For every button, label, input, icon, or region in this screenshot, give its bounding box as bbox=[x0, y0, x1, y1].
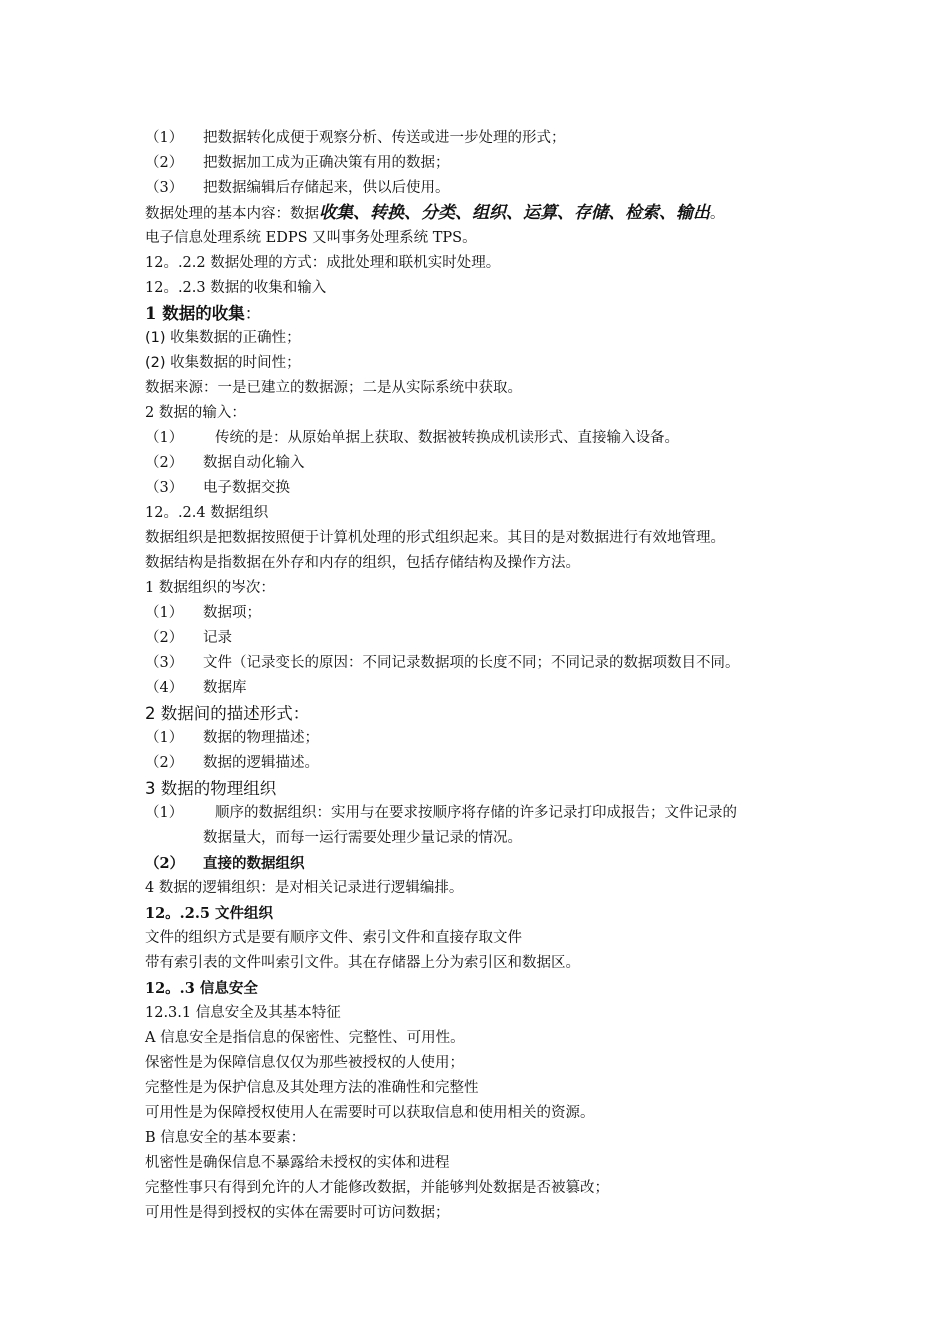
section-heading: 12。.3 信息安全 bbox=[145, 980, 258, 997]
paragraph: 可用性是为保障授权使用人在需要时可以获取信息和使用相关的资源。 bbox=[145, 1105, 595, 1121]
list-text: 把数据转化成便于观察分析、传送或进一步处理的形式； bbox=[203, 130, 566, 146]
list-item bbox=[145, 601, 835, 626]
list-item-continuation: 数据量大，而每一运行需要处理少量记录的情况。 bbox=[203, 830, 522, 846]
list-number: （1） bbox=[145, 130, 184, 146]
section-heading: 12。.2.3 数据的收集和输入 bbox=[145, 280, 327, 296]
list-item bbox=[145, 801, 835, 826]
paragraph: 文件的组织方式是要有顺序文件、索引文件和直接存取文件 bbox=[145, 930, 522, 946]
list-item bbox=[145, 126, 835, 151]
text-prefix: 数据处理的基本内容：数据 bbox=[145, 206, 319, 222]
paragraph: 数据组织是把数据按照便于计算机处理的形式组织起来。其目的是对数据进行有效地管理。 bbox=[145, 530, 725, 546]
list-number: （1） bbox=[145, 430, 184, 446]
list-number: （2） bbox=[145, 455, 184, 471]
paragraph: 4 数据的逻辑组织：是对相关记录进行逻辑编排。 bbox=[145, 880, 464, 896]
list-text: 数据的物理描述； bbox=[203, 730, 319, 746]
paragraph: 带有索引表的文件叫索引文件。其在存储器上分为索引区和数据区。 bbox=[145, 955, 580, 971]
list-number: （2） bbox=[145, 630, 184, 646]
list-item bbox=[145, 651, 835, 676]
list-number: （2） bbox=[145, 755, 184, 771]
list-text: 传统的是：从原始单据上获取、数据被转换成机读形式、直接输入设备。 bbox=[215, 430, 679, 446]
paragraph: 数据结构是指数据在外存和内存的组织，包括存储结构及操作方法。 bbox=[145, 555, 580, 571]
list-text: 数据的逻辑描述。 bbox=[203, 755, 319, 771]
paragraph: 数据来源：一是已建立的数据源；二是从实际系统中获取。 bbox=[145, 380, 522, 396]
list-text: 记录 bbox=[203, 630, 232, 646]
list-item bbox=[145, 476, 835, 501]
list-item bbox=[145, 626, 835, 651]
subheading: 2 数据间的描述形式： bbox=[145, 704, 310, 723]
list-number: （1） bbox=[145, 605, 184, 621]
subheading bbox=[145, 301, 835, 326]
list-text: 数据库 bbox=[203, 680, 247, 696]
list-item bbox=[145, 726, 835, 751]
subheading-colon: ： bbox=[244, 304, 262, 323]
document-body bbox=[145, 126, 835, 1226]
list-number: （3） bbox=[145, 180, 184, 196]
section-heading: 12。.2.2 数据处理的方式：成批处理和联机实时处理。 bbox=[145, 255, 501, 271]
subheading: 1 数据组织的岑次： bbox=[145, 580, 275, 596]
list-number: （1） bbox=[145, 730, 184, 746]
text-suffix: 。 bbox=[710, 206, 725, 222]
subheading: 2 数据的输入： bbox=[145, 405, 246, 421]
paragraph: 机密性是确保信息不暴露给未授权的实体和进程 bbox=[145, 1155, 450, 1171]
paragraph: A 信息安全是指信息的保密性、完整性、可用性。 bbox=[145, 1030, 465, 1046]
emphasis-text: 收集、转换、分类、组织、运算、存储、检索、输出 bbox=[319, 203, 710, 223]
list-text: 文件（记录变长的原因：不同记录数据项的长度不同；不同记录的数据项数目不同。 bbox=[203, 655, 740, 671]
list-text: 把数据编辑后存储起来，供以后使用。 bbox=[203, 180, 450, 196]
list-number: （3） bbox=[145, 655, 184, 671]
list-number: （1） bbox=[145, 805, 184, 821]
list-number: （2） bbox=[145, 155, 184, 171]
subheading-bold: 1 数据的收集 bbox=[145, 304, 245, 323]
paragraph: 电子信息处理系统 EDPS 又叫事务处理系统 TPS。 bbox=[145, 230, 477, 246]
list-number: （3） bbox=[145, 480, 184, 496]
list-text: 电子数据交换 bbox=[203, 480, 290, 496]
list-text: 数据自动化输入 bbox=[203, 455, 305, 471]
list-text: 直接的数据组织 bbox=[203, 855, 305, 872]
section-heading: 12。.2.5 文件组织 bbox=[145, 905, 274, 922]
list-item bbox=[145, 751, 835, 776]
paragraph: 完整性事只有得到允许的人才能修改数据，并能够判处数据是否被篡改； bbox=[145, 1180, 609, 1196]
subheading: 3 数据的物理组织 bbox=[145, 779, 277, 798]
list-number: （4） bbox=[145, 680, 184, 696]
paragraph: 保密性是为保障信息仅仅为那些被授权的人使用； bbox=[145, 1055, 464, 1071]
section-heading: 12.3.1 信息安全及其基本特征 bbox=[145, 1005, 341, 1021]
list-item bbox=[145, 176, 835, 201]
list-text: 把数据加工成为正确决策有用的数据； bbox=[203, 155, 450, 171]
list-item bbox=[145, 451, 835, 476]
paragraph: 完整性是为保护信息及其处理方法的准确性和完整性 bbox=[145, 1080, 479, 1096]
paragraph: B 信息安全的基本要素： bbox=[145, 1130, 306, 1146]
list-item bbox=[145, 851, 835, 876]
section-heading: 12。.2.4 数据组织 bbox=[145, 505, 269, 521]
list-text: 顺序的数据组织：实用与在要求按顺序将存储的许多记录打印成报告；文件记录的 bbox=[215, 805, 737, 821]
list-item: (1) 收集数据的正确性； bbox=[145, 330, 301, 346]
list-item: (2) 收集数据的时间性； bbox=[145, 355, 301, 371]
paragraph bbox=[145, 201, 835, 226]
list-item bbox=[145, 426, 835, 451]
paragraph: 可用性是得到授权的实体在需要时可访问数据； bbox=[145, 1205, 450, 1221]
list-item bbox=[145, 676, 835, 701]
list-text: 数据项； bbox=[203, 605, 261, 621]
list-item bbox=[145, 151, 835, 176]
list-number: （2） bbox=[145, 855, 185, 872]
